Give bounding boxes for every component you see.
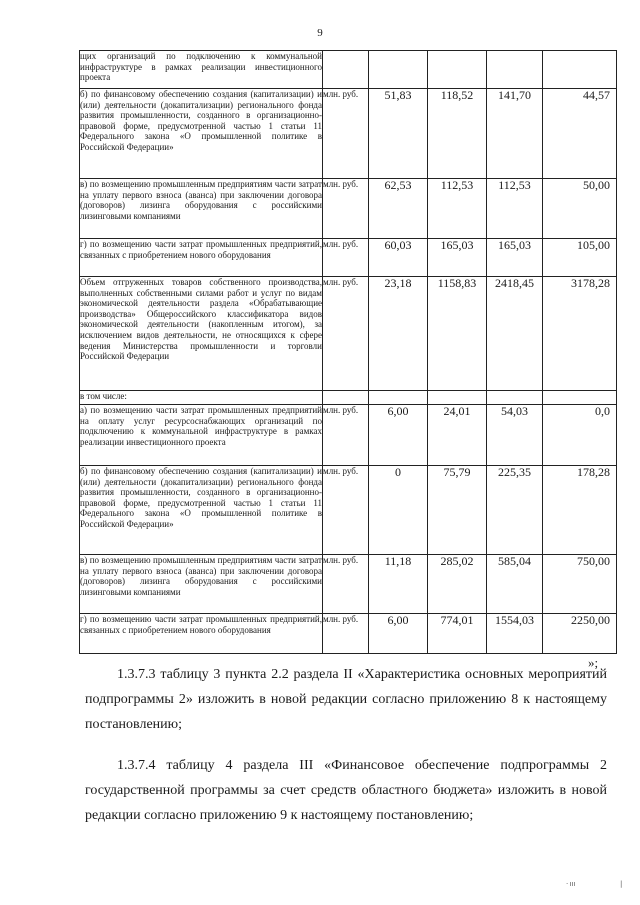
footer-mark: | — [620, 880, 623, 888]
row-value-2: 118,52 — [428, 89, 487, 179]
row-value-3: 1554,03 — [487, 614, 543, 654]
row-value-4: 2250,00 — [543, 614, 617, 654]
row-value-1: 0 — [369, 466, 428, 555]
footer-mark: · ııı — [566, 880, 576, 888]
row-value-2: 774,01 — [428, 614, 487, 654]
table-row — [80, 614, 617, 654]
table-row — [80, 277, 617, 391]
row-value-3: 585,04 — [487, 555, 543, 614]
row-description: в) по возмещению промышленным предприятиям части затрат на уплату первого взноса (аванса) при заключении договора (договоров) лизинга оборудования с российскими лизинговыми компаниями — [80, 179, 323, 239]
row-value-2: 285,02 — [428, 555, 487, 614]
row-value-4: 0,0 — [543, 405, 617, 466]
row-value-2 — [428, 51, 487, 89]
row-unit: млн. руб. — [323, 239, 369, 277]
row-value-1: 6,00 — [369, 405, 428, 466]
row-value-2: 1158,83 — [428, 277, 487, 391]
row-description: в том числе: — [80, 391, 323, 405]
row-value-3: 225,35 — [487, 466, 543, 555]
row-value-3 — [487, 51, 543, 89]
row-description: а) по возмещению части затрат промышленных предприятий на оплату услуг ресурсоснабжающих организаций по подключению к коммунальной инфраструктуре в рамках реализации инвестиционного проекта — [80, 405, 323, 466]
row-unit: млн. руб. — [323, 614, 369, 654]
row-value-4: 750,00 — [543, 555, 617, 614]
row-unit — [323, 391, 369, 405]
row-value-4: 50,00 — [543, 179, 617, 239]
row-value-1 — [369, 391, 428, 405]
row-value-4: 44,57 — [543, 89, 617, 179]
row-description: б) по финансовому обеспечению создания (капитализации) и (или) деятельности (докапитализации) регионального фонда развития промышленности, созданного в организационно-правовой форме, предусмотренной частью 1 статьи 11 Федерального закона «О промышленной политике в Российской Федерации» — [80, 89, 323, 179]
paragraph-1373: 1.3.7.3 таблицу 3 пункта 2.2 раздела II «Характеристика основных мероприятий подпрограммы 2» изложить в новой редакции согласно приложению 8 к настоящему постановлению; — [85, 667, 607, 732]
table-row — [80, 466, 617, 555]
row-value-3: 165,03 — [487, 239, 543, 277]
row-unit: млн. руб. — [323, 466, 369, 555]
indicators-table — [79, 50, 617, 654]
row-value-1: 60,03 — [369, 239, 428, 277]
row-value-4 — [543, 51, 617, 89]
row-unit: млн. руб. — [323, 405, 369, 466]
row-value-2 — [428, 391, 487, 405]
row-value-1: 62,53 — [369, 179, 428, 239]
table-row — [80, 89, 617, 179]
row-value-3: 2418,45 — [487, 277, 543, 391]
row-value-2: 75,79 — [428, 466, 487, 555]
table-row — [80, 405, 617, 466]
row-unit: млн. руб. — [323, 179, 369, 239]
row-value-2: 112,53 — [428, 179, 487, 239]
paragraph-1374: 1.3.7.4 таблицу 4 раздела III «Финансовое обеспечение подпрограммы 2 государственной программы за счет средств областного бюджета» изложить в новой редакции согласно приложению 9 к настоящему постановлению; — [85, 758, 607, 823]
row-value-2: 24,01 — [428, 405, 487, 466]
row-description: б) по финансовому обеспечению создания (капитализации) и (или) деятельности (докапитализации) регионального фонда развития промышленности, созданного в организационно-правовой форме, предусмотренной частью 1 статьи 11 Федерального закона «О промышленной политике в Российской Федерации» — [80, 466, 323, 555]
row-unit: млн. руб. — [323, 555, 369, 614]
closing-quote: »; — [588, 655, 599, 670]
row-value-1: 11,18 — [369, 555, 428, 614]
row-value-3: 141,70 — [487, 89, 543, 179]
row-value-1 — [369, 51, 428, 89]
row-value-2: 165,03 — [428, 239, 487, 277]
row-value-1: 23,18 — [369, 277, 428, 391]
row-unit: млн. руб. — [323, 89, 369, 179]
row-value-4: 3178,28 — [543, 277, 617, 391]
row-description: щих организаций по подключению к коммунальной инфраструктуре в рамках реализации инвестиционного проекта — [80, 51, 323, 89]
row-unit: млн. руб. — [323, 277, 369, 391]
row-description: Объем отгруженных товаров собственного производства, выполненных собственными силами работ и услуг по видам экономической деятельности раздела «Обрабатывающие производства» Общероссийского классификатора видов экономической деятельности (накопленным итогом), за исключением видов деятельности, не относящихся к сфере ведения Министерства промышленности и торговли Российской Федерации — [80, 277, 323, 391]
row-value-3: 112,53 — [487, 179, 543, 239]
row-value-4: 105,00 — [543, 239, 617, 277]
table-row — [80, 179, 617, 239]
table-row — [80, 391, 617, 405]
row-value-1: 51,83 — [369, 89, 428, 179]
row-value-4: 178,28 — [543, 466, 617, 555]
row-description: в) по возмещению промышленным предприятиям части затрат на уплату первого взноса (аванса) при заключении договора (договоров) лизинга оборудования с российскими лизинговыми компаниями — [80, 555, 323, 614]
row-value-4 — [543, 391, 617, 405]
row-value-3: 54,03 — [487, 405, 543, 466]
row-description: г) по возмещению части затрат промышленных предприятий, связанных с приобретением нового оборудования — [80, 614, 323, 654]
row-description: г) по возмещению части затрат промышленных предприятий, связанных с приобретением нового оборудования — [80, 239, 323, 277]
page-number: 9 — [317, 27, 323, 39]
table-row — [80, 239, 617, 277]
table-row — [80, 555, 617, 614]
row-unit — [323, 51, 369, 89]
row-value-1: 6,00 — [369, 614, 428, 654]
table-row — [80, 51, 617, 89]
row-value-3 — [487, 391, 543, 405]
